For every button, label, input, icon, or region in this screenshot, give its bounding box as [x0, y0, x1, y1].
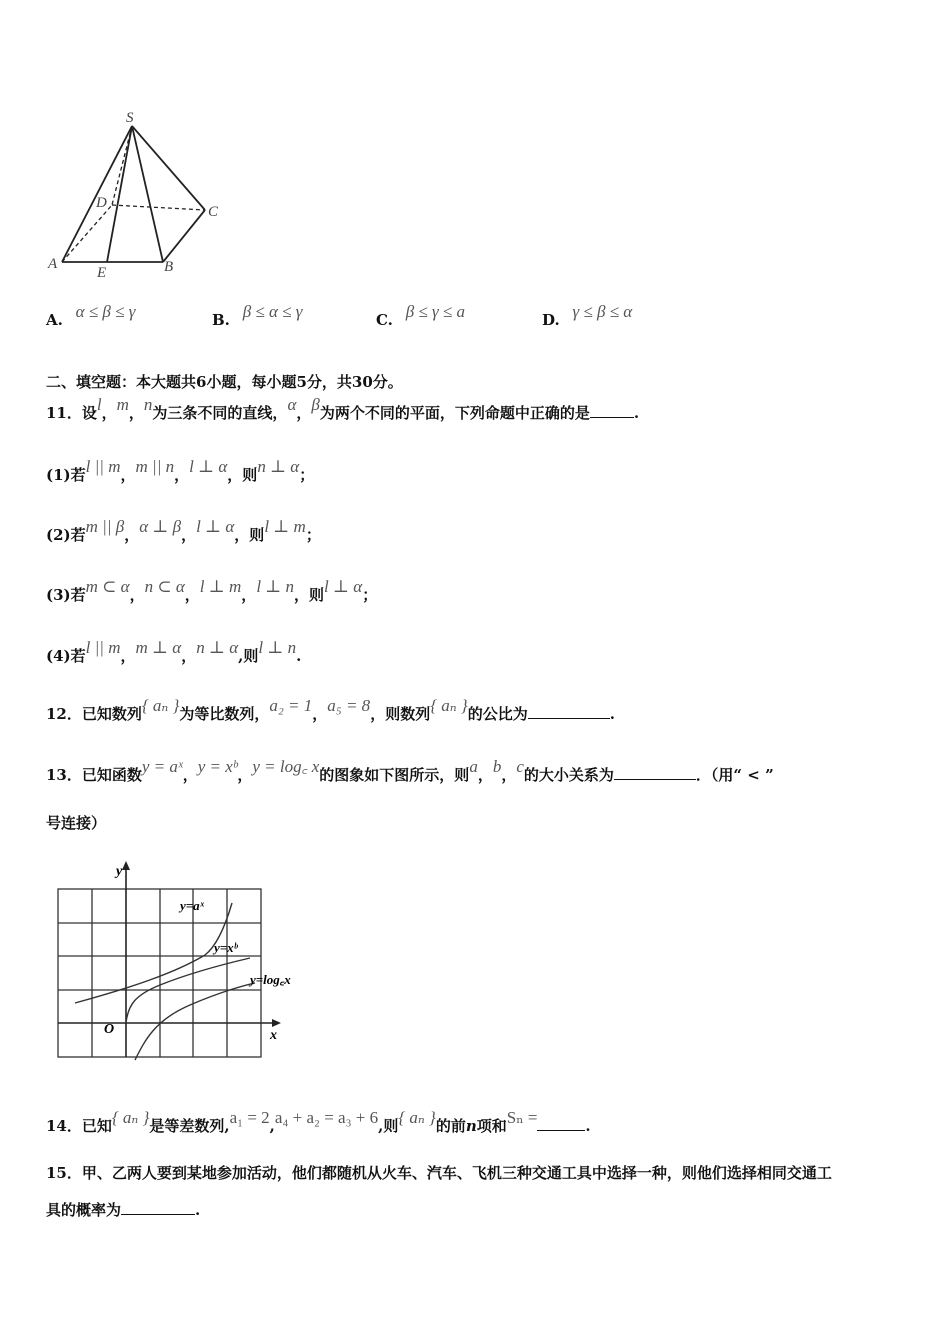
option-a-expr: α ≤ β ≤ γ [75, 302, 136, 321]
q11-number: 11．设 [46, 404, 97, 422]
q11-item-3: (3)若m ⊂ α，n ⊂ α，l ⊥ m，l ⊥ n，则l ⊥ α； [46, 577, 378, 604]
label-D: D [96, 195, 107, 211]
q13-a: a [469, 757, 478, 776]
function-graph [50, 855, 320, 1065]
q11-item-4-end: . [296, 647, 302, 665]
q11-text-1: 为三条不同的直线， [152, 404, 288, 422]
q14-answer-blank[interactable] [537, 1130, 585, 1131]
question-15-line-1: 15．甲、乙两人要到某地参加活动，他们都随机从火车、汽车、飞机三种交通工具中选择一种，则他们选择相同交通工 [46, 1164, 832, 1182]
x-axis-arrow [272, 1019, 281, 1027]
q12-sequence-2: { aₙ } [430, 696, 468, 715]
x-axis-label: x [270, 1028, 277, 1043]
section-heading: 二、填空题：本大题共6小题，每小题5分，共30分。 [46, 373, 403, 391]
q14-text-2: ,则 [378, 1117, 399, 1135]
label-C: C [208, 204, 219, 220]
q11-item-4-label: (4)若 [46, 647, 86, 665]
q14-end: . [585, 1117, 591, 1135]
q14-number: 14．已知 [46, 1117, 112, 1135]
q11-item-2-end: ； [305, 526, 321, 544]
q11-text-2: 为两个不同的平面，下列命题中正确的是 [319, 404, 590, 422]
q11-item-4-result: l ⊥ n [258, 638, 297, 657]
edge-SE [107, 126, 132, 262]
question-13: 13．已知函数y = aˣ，y = xᵇ，y = log꜀ x的图象如下图所示，则a，b，c的大小关系为 ．（用“ < ” [46, 757, 774, 784]
q13-func-log: y = log꜀ x [252, 757, 320, 776]
q12-a5: a₅ = 8 [327, 696, 371, 715]
label-B: B [164, 259, 174, 275]
q14-sequence: { aₙ } [111, 1108, 150, 1127]
q11-item-4-c3: n ⊥ α [196, 638, 239, 657]
q11-item-3-then: ，则 [294, 586, 325, 604]
q13-c: c [516, 757, 524, 776]
q13-continuation: 号连接） [46, 814, 107, 832]
graph-grid [58, 889, 261, 1057]
edge-SC [132, 126, 205, 210]
question-12: 12．已知数列{ aₙ }为等比数列，a₂ = 1，a₅ = 8，则数列{ aₙ }的公比为 . [46, 696, 615, 723]
q12-text-1: 为等比数列， [179, 705, 270, 723]
q11-item-2: (2)若m || β，α ⊥ β，l ⊥ α，则l ⊥ m； [46, 517, 321, 544]
option-c[interactable] [376, 302, 466, 330]
q12-a2: a₂ = 1 [269, 696, 313, 715]
q13-answer-blank[interactable] [614, 779, 696, 780]
label-log: y=log꜀x [250, 972, 291, 987]
q11-item-4-c1: l || m [85, 638, 121, 657]
q13-b: b [492, 757, 502, 776]
q11-item-3-c1: m ⊂ α [85, 577, 130, 596]
q12-answer-blank[interactable] [528, 718, 610, 719]
q14-equation: a₄ + a₂ = a₃ + 6 [274, 1108, 379, 1127]
q12-text-2: ，则数列 [370, 705, 431, 723]
q14-sn: Sₙ = [506, 1108, 538, 1127]
q11-item-3-end: ； [362, 586, 378, 604]
option-a-label: A. [46, 311, 63, 329]
q11-item-4: (4)若l || m，m ⊥ α，n ⊥ α,则l ⊥ n. [46, 638, 302, 665]
q12-number: 12．已知数列 [46, 705, 142, 723]
q14-sequence-2: { aₙ } [398, 1108, 436, 1127]
q13-func-pow: y = xᵇ [197, 757, 238, 776]
q15-end: . [195, 1201, 201, 1219]
label-exp: y=aˣ [180, 898, 205, 913]
q12-sequence: { aₙ } [141, 696, 180, 715]
q11-item-1-c2: m || n [135, 457, 175, 476]
q11-comma-3: ， [296, 404, 312, 422]
q11-item-2-c2: α ⊥ β [139, 517, 182, 536]
q14-text-3: 的前 [435, 1117, 466, 1135]
q11-item-4-c2: m ⊥ α [135, 638, 182, 657]
q15-text-2: 具的概率为 [46, 1201, 122, 1219]
question-15-line-2 [46, 1199, 200, 1220]
option-d-expr: γ ≤ β ≤ α [572, 302, 633, 321]
question-11 [46, 395, 640, 423]
edge-DC [112, 205, 205, 210]
q11-item-2-c3: l ⊥ α [196, 517, 235, 536]
q14-text-1: 是等差数列, [149, 1117, 230, 1135]
option-b-label: B. [212, 311, 230, 329]
question-14: 14．已知{ aₙ }是等差数列,a₁ = 2,a₄ + a₂ = a₃ + 6,则{ aₙ }的前n项和Sₙ = . [46, 1108, 591, 1135]
q11-end: . [633, 404, 640, 422]
q11-m: m [116, 395, 129, 414]
q11-item-3-c4: l ⊥ n [256, 577, 295, 596]
q11-comma-1: ， [101, 404, 117, 422]
option-d-label: D. [542, 311, 560, 329]
pyramid-figure [40, 105, 240, 285]
q14-text-4: 项和 [476, 1117, 507, 1135]
q11-item-1-c1: l || m [85, 457, 121, 476]
q11-comma-2: ， [128, 404, 144, 422]
q14-a1: a₁ = 2 [229, 1108, 270, 1127]
label-S: S [126, 110, 134, 126]
q11-l: l [96, 395, 102, 414]
q13-func-exp: y = aˣ [141, 757, 183, 776]
q11-item-1-c3: l ⊥ α [189, 457, 228, 476]
edge-BC [163, 210, 205, 262]
y-axis-arrow [122, 861, 130, 870]
y-axis-label: y [116, 864, 123, 879]
q11-item-1-end: ； [299, 466, 315, 484]
label-A: A [48, 256, 58, 272]
option-d[interactable] [542, 302, 633, 330]
origin-label: O [104, 1022, 115, 1037]
option-c-expr: β ≤ γ ≤ a [405, 302, 466, 321]
q11-item-2-then: ，则 [234, 526, 265, 544]
q11-item-4-then: ,则 [238, 647, 259, 665]
curve-log [135, 983, 255, 1060]
option-b[interactable] [212, 302, 303, 330]
q11-item-2-label: (2)若 [46, 526, 86, 544]
edge-SA [62, 126, 132, 262]
q11-alpha: α [287, 395, 297, 414]
q13-number: 13．已知函数 [46, 766, 142, 784]
q11-item-1: (1)若l || m，m || n，l ⊥ α，则n ⊥ α； [46, 457, 315, 484]
edge-SB [132, 126, 163, 262]
q12-text-3: 的公比为 [467, 705, 528, 723]
q11-item-1-label: (1)若 [46, 466, 86, 484]
option-a[interactable] [46, 302, 136, 330]
q13-text-3: ．（用 [695, 766, 734, 784]
q11-beta: β [311, 395, 320, 414]
q11-item-3-c2: n ⊂ α [144, 577, 185, 596]
q11-item-1-result: n ⊥ α [257, 457, 300, 476]
q11-n: n [143, 395, 153, 414]
q13-quote: “ < ” [733, 766, 774, 784]
q13-text-1: 的图象如下图所示，则 [319, 766, 470, 784]
q14-n: n [465, 1117, 477, 1135]
q11-item-1-then: ，则 [227, 466, 258, 484]
q12-end: . [609, 705, 615, 723]
label-pow: y=xᵇ [214, 940, 238, 955]
q11-item-3-result: l ⊥ α [324, 577, 363, 596]
q13-text-2: 的大小关系为 [523, 766, 614, 784]
q11-item-2-c1: m || β [85, 517, 125, 536]
q11-item-3-c3: l ⊥ m [199, 577, 242, 596]
option-c-label: C. [376, 311, 393, 329]
label-E: E [97, 265, 107, 281]
q15-answer-blank[interactable] [121, 1214, 195, 1215]
q11-answer-blank[interactable] [590, 417, 634, 418]
q11-item-2-result: l ⊥ m [264, 517, 306, 536]
option-b-expr: β ≤ α ≤ γ [242, 302, 303, 321]
q11-item-3-label: (3)若 [46, 586, 86, 604]
